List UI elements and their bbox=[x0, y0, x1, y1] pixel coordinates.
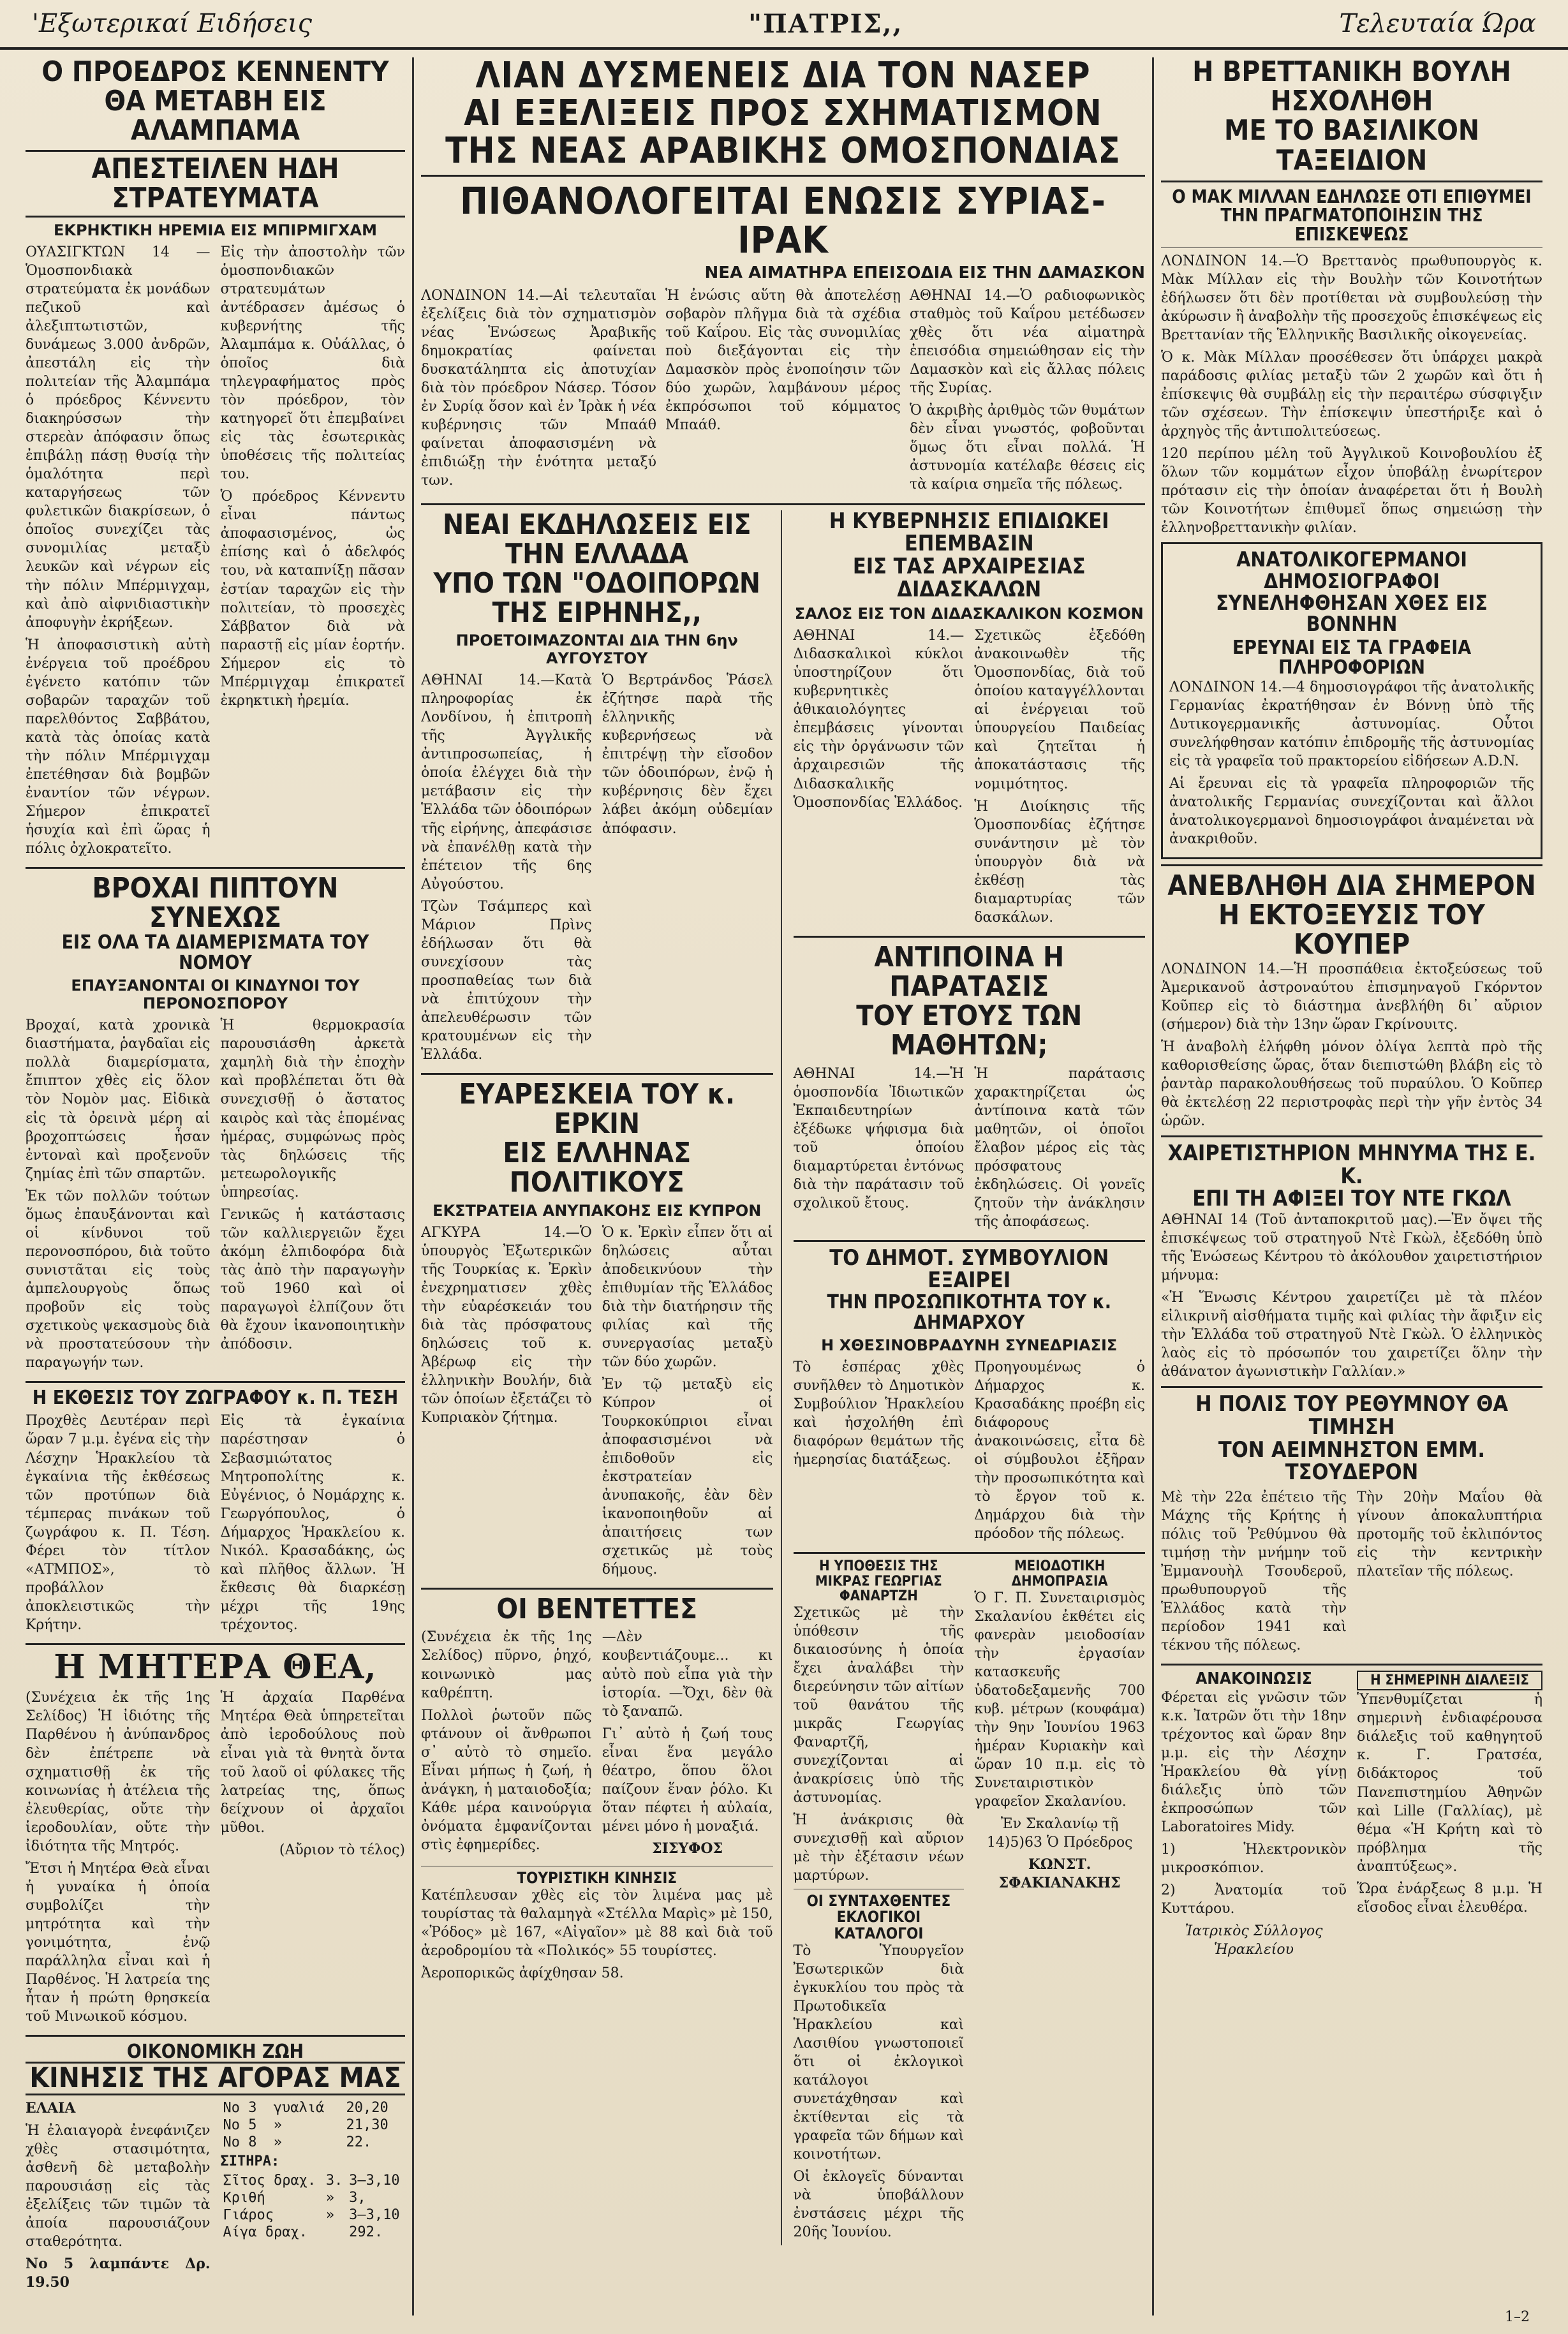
paragraph: (Συνέχεια ἐκ τῆς 1ης Σελίδος) πῦρνο, ῥηχό, κοινωνικὸ μας καθρέπτη. bbox=[421, 1629, 592, 1701]
headline: ΟΙ ΣΥΝΤΑΧΘΕΝΤΕΣ ΕΚΛΟΓΙΚΟΙ ΚΑΤΑΛΟΓΟΙ bbox=[806, 1892, 951, 1942]
headline: ΑΝΤΙΠΟΙΝΑ Η ΠΑΡΑΤΑΣΙΣ bbox=[874, 940, 1065, 1003]
paragraph: Ὁ ἀκριβὴς ἀριθμὸς τῶν θυμάτων δὲν εἶναι γνωστός, φοβοῦνται ὅμως ὅτι εἶναι πολλά. Ἡ ἀστυνομία κατέλαβε θέσεις εἰς τὰ καίρια σημεῖα τῆς πόλεως. bbox=[910, 403, 1145, 493]
paragraph: Ὁ κ. Ἐρκὶν εἶπεν ὅτι αἱ δηλώσεις αὗται ἀποδεικνύουν τὴν ἐπιθυμίαν τῆς Ἑλλάδος διὰ τὴν διατήρησιν τῆς φιλίας καὶ τῆς συνεργασίας μεταξὺ τῶν δύο χωρῶν. bbox=[602, 1224, 773, 1370]
paragraph: Ἡ ἀνάκρισις θὰ συνεχισθῇ καὶ αὔριον μὲ τὴν ἐξέτασιν νέων μαρτύρων. bbox=[793, 1812, 965, 1884]
paragraph: Ἡ ἀναβολὴ ἐλήφθη μόνον ὀλίγα λεπτὰ πρὸ τῆς καθορισθείσης ὥρας, ὅταν διεπιστώθη βλάβη εἰς τὸ ῥαντὰρ παρακολουθήσεως τοῦ πυραύλου. Ὁ Κοῦπερ θὰ ἐκτελέσῃ 22 περιστροφὰς περὶ τὴν γῆν ἐντὸς 34 ὡρῶν. bbox=[1161, 1038, 1542, 1129]
table-row: Σῖτος δραχ. 3. 3–3,10 bbox=[223, 2172, 400, 2189]
paragraph: Ὁ κ. Μὰκ Μίλλαν προσέθεσεν ὅτι ὑπάρχει μακρὰ παράδοσις φιλίας μεταξὺ τῶν 2 χωρῶν καὶ ὅτι ἡ ἐπίσκεψις θὰ συμβάλῃ εἰς τὴν περαιτέρω σύσφιγξιν τῶν σχέσεων. Τὴν ἐπίσκεψιν ὑπεστήριξε καὶ ὁ ἀρχηγὸς τῆς ἀντιπολιτεύσεως. bbox=[1161, 350, 1542, 440]
paragraph: ΛΟΝΔΙΝΟΝ 14.—Ἡ προσπάθεια ἐκτοξεύσεως τοῦ Ἀμερικανοῦ ἀστροναύτου ἐπισμηναγοῦ Γκόρντον Κοῦπερ εἰς τὸ διάστημα ἀνεβλήθη δι᾽ αὔριον (σήμερον) διὰ τὴν 13ην ὥραν Γκρίνουιτς. bbox=[1161, 961, 1542, 1033]
paragraph: 120 περίπου μέλη τοῦ Ἀγγλικοῦ Κοινοβουλίου ἐξ ὅλων τῶν κομμάτων εἶχον ὑποβάλῃ ἐνωρίτερον πρότασιν εἰς τὴν ὁποίαν ἀναφέρεται ὅτι ἡ Βουλὴ τῶν Κοινοτήτων ἐπιθυμεῖ ὅπως σημειώσῃ τὴν ἑλληνοβρεττανικὴν φιλίαν. bbox=[1161, 446, 1542, 536]
headline: ΕΙΣ ΕΛΛΗΝΑΣ ΠΟΛΙΤΙΚΟΥΣ bbox=[503, 1137, 692, 1199]
column-left bbox=[26, 57, 405, 2316]
article-british-parliament bbox=[1161, 57, 1542, 537]
paragraph: Σχετικῶς ἐξεδόθη ἀνακοινωθὲν τῆς Ὁμοσπονδίας, διὰ τοῦ ὁποίου καταγγέλλονται αἱ ἐνέργειαι τοῦ ὑπουργείου Παιδείας καὶ ζητεῖται ἡ ἀποκατάστασις τῆς νομιμότητος. bbox=[974, 628, 1145, 792]
paragraph: «Ἡ Ἕνωσις Κέντρου χαιρετίζει μὲ τὰ πλέον εἰλικρινῆ αἰσθήματα τιμῆς καὶ φιλίας τὴν ἄφιξιν εἰς τὴν Ἑλλάδα τοῦ στρατηγοῦ Ντὲ Γκὼλ. Ὁ ἐλληνικὸς λαὸς εἰς τὸ πρόσωπόν του χαιρετίζει ὅλην τὴν ἀθάνατον ἀγωνιστικὴν Γαλλίαν.» bbox=[1161, 1290, 1542, 1380]
paragraph: Ἡ ἀποφασιστικὴ αὐτὴ ἐνέργεια τοῦ προέδρου ἐγένετο κατόπιν τῶν σοβαρῶν ταραχῶν τοῦ παρελθόντος Σαββάτου, κατὰ τὰς ὁποίας κατὰ τὴν πόλιν Μπέρμιγχαμ ἐπετέθησαν διὰ βομβῶν ἐναντίον τῶν νέγρων. Σήμερον ἐπικρατεῖ ἡσυχία καὶ ἐπὶ ὥρας ἡ πόλις ὀχλοκρατεῖτο. bbox=[26, 637, 211, 857]
author-signature: Ἰατρικὸς Σύλλογος Ἡρακλείου bbox=[1185, 1923, 1323, 1958]
headline: ΘΑ ΜΕΤΑΒΗ ΕΙΣ ΑΛΑΜΠΑΜΑ bbox=[104, 85, 327, 147]
paragraph: Τὸ Ὑπουργεῖον Ἐσωτερικῶν διὰ ἐγκυκλίου του πρὸς τὰ Πρωτοδικεῖα Ἡρακλείου καὶ Λασιθίου γνωστοποιεῖ ὅτι οἱ ἐκλογικοὶ κατάλογοι συνετάχθησαν καὶ ἐκτίθενται εἰς τὰ γραφεῖα τῶν δήμων καὶ κοινοτήτων. bbox=[793, 1942, 965, 2163]
headline: ΥΠΟ ΤΩΝ "ΟΔΟΙΠΟΡΩΝ ΤΗΣ ΕΙΡΗΝΗΣ,, bbox=[433, 566, 761, 630]
page-number: 1–2 bbox=[1505, 2309, 1530, 2325]
paragraph: 1) Ἡλεκτρονικὸν μικροσκόπιον. bbox=[1161, 1841, 1347, 1876]
paragraph: Τζὼν Τσάμπερς καὶ Μάριον Πρὶνς ἐδήλωσαν ὅτι θὰ συνεχίσουν τὰς προσπαθείας των διὰ νὰ ἐπιτύχουν τὴν ἀπελευθέρωσιν τῶν κρατουμένων εἰς τὴν Ἑλλάδα. bbox=[421, 898, 592, 1063]
paragraph: ΑΘΗΝΑΙ 14 (Τοῦ ἀνταποκριτοῦ μας).—Ἐν ὄψει τῆς ἐπισκέψεως τοῦ στρατηγοῦ Ντὲ Γκὼλ, ἐξεδόθη ὑπὸ τῆς Ἑνώσεως Κέντρου τὸ ἀκόλουθον χαιρετιστήριον μήνυμα: bbox=[1161, 1211, 1542, 1284]
article-municipal-council bbox=[794, 1247, 1146, 1547]
headline: ΤΗΣ ΝΕΑΣ ΑΡΑΒΙΚΗΣ ΟΜΟΣΠΟΝΔΙΑΣ bbox=[445, 129, 1121, 172]
paragraph: Ἡ θερμοκρασία παρουσιάσθη ἀρκετὰ χαμηλὴ διὰ τὴν ἐποχὴν καὶ προβλέπεται ὅτι θὰ συνεχισθῇ ὁ ἄστατος καιρὸς καὶ τὰς ἑπομένας ἡμέρας, συμφώνως πρὸς τὰς δηλώσεις τῆς μετεωρολογικῆς ὑπηρεσίας. bbox=[220, 1017, 405, 1200]
paragraph: ΛΟΝΔΙΝΟΝ 14.—Ὁ Βρεττανὸς πρωθυπουργὸς κ. Μὰκ Μίλλαν εἰς τὴν Βουλὴν τῶν Κοινοτήτων ἐδήλωσεν ὅτι δὲν προτίθεται νὰ συμβουλεύσῃ τὴν ἀκύρωσιν ἢ ἀναβολὴν τῆς προσεχοῦς ἐπισκέψεως εἰς Βρεττανίαν τῆς Ἑλληνικῆς Βασιλικῆς οἰκογενείας. bbox=[1161, 253, 1542, 344]
masthead-section-right: Τελευταία Ώρα bbox=[1339, 9, 1536, 38]
article-tesi-exhibition bbox=[26, 1388, 405, 1638]
headline: ΕΙΣ ΟΛΑ ΤΑ ΔΙΑΜΕΡΙΣΜΑΤΑ ΤΟΥ ΝΟΜΟΥ bbox=[61, 931, 369, 974]
article-rain bbox=[26, 871, 405, 1376]
article-erkin bbox=[421, 1077, 773, 1583]
subheadline: ΕΠΑΥΞΑΝΟΝΤΑΙ ΟΙ ΚΙΝΔΥΝΟΙ ΤΟΥ ΠΕΡΟΝΟΣΠΟΡΟΥ bbox=[71, 977, 360, 1013]
headline: ΤΟΝ ΑΕΙΜΝΗΣΤΟΝ ΕΜΜ. ΤΣΟΥΔΕΡΟΝ bbox=[1218, 1437, 1486, 1486]
subheadline: ΠΡΟΕΤΟΙΜΑΖΟΝΤΑΙ ΔΙΑ ΤΗΝ 6ην ΑΥΓΟΥΣΤΟΥ bbox=[455, 632, 738, 668]
paragraph: Ὁ Βερτράνδος Ῥάσελ ἐζήτησε παρὰ τῆς ἑλληνικῆς κυβερνήσεως νὰ ἐπιτρέψῃ τὴν εἴσοδον τῶν ὁδοιπόρων, ἐνῷ ἡ κυβέρνησις δὲν ἔχει λάβει ἀκόμη οὐδεμίαν ἀπόφασιν. bbox=[602, 672, 773, 837]
headline: ΑΝΕΒΛΗΘΗ ΔΙΑ ΣΗΜΕΡΟΝ bbox=[1167, 869, 1536, 903]
article-de-gaulle bbox=[1161, 1142, 1542, 1381]
column-right bbox=[1161, 57, 1542, 2316]
paragraph: Φέρεται εἰς γνῶσιν τῶν κ.κ. Ἰατρῶν ὅτι τὴν 18ην τρέχοντος καὶ ὥραν 8ην μ.μ. εἰς τὴν Λέσχην Ἡρακλείου θὰ γίνῃ διάλεξις ὑπὸ τῶν ἐκπροσώπων τῶν Laboratoires Midy. bbox=[1161, 1689, 1347, 1835]
paragraph: ΑΘΗΝΑΙ 14.—Ἡ ὁμοσπονδία Ἰδιωτικῶν Ἐκπαιδευτηρίων ἐξέδωκε ψήφισμα διὰ τοῦ ὁποίου διαμαρτύρεται ἐντόνως διὰ τὴν παράτασιν τοῦ σχολικοῦ ἔτους. bbox=[793, 1065, 965, 1211]
paragraph: Ἐν Σκαλανίῳ τῇ 14)5)63 Ὁ Πρόεδρος bbox=[986, 1816, 1133, 1851]
paragraph: Ὥρα ἐνάρξεως 8 μ.μ. Ἡ εἴσοδος εἶναι ἐλευθέρα. bbox=[1357, 1880, 1542, 1916]
article-teachers bbox=[794, 510, 1146, 931]
paragraph: Τὴν 20ὴν Μαΐου θὰ γίνουν ἀποκαλυπτήρια προτομῆς τοῦ ἐκλιπόντος εἰς τὴν κεντρικὴν πλατεῖαν τῆς πόλεως. bbox=[1357, 1489, 1542, 1580]
article-peace-walkers bbox=[421, 510, 773, 1068]
headline: Η ΚΥΒΕΡΝΗΣΙΣ ΕΠΙΔΙΩΚΕΙ ΕΠΕΜΒΑΣΙΝ bbox=[829, 508, 1109, 557]
headline: ΕΠΙ ΤΗ ΑΦΙΞΕΙ ΤΟΥ ΝΤΕ ΓΚΩΛ bbox=[1192, 1186, 1511, 1212]
table-row: Γιάρος » 3–3,10 bbox=[223, 2206, 400, 2223]
article-farantzi bbox=[794, 1559, 965, 1885]
paragraph: ΑΘΗΝΑΙ 14.—Ὁ ραδιοφωνικὸς σταθμὸς τοῦ Καΐρου μετέδωσεν χθὲς ὅτι νέα αἱματηρὰ ἐπεισόδια σημειώθησαν εἰς τὴν Δαμασκὸν καὶ εἰς ἄλλας πόλεις τῆς Συρίας. bbox=[910, 288, 1145, 397]
table-row: Αίγα δραχ. 292. bbox=[223, 2224, 383, 2240]
headline: ΒΡΟΧΑΙ ΠΙΠΤΟΥΝ ΣΥΝΕΧΩΣ bbox=[92, 871, 339, 934]
paragraph: Ἐκ τῶν πολλῶν τούτων ὅμως ἐπαυξάνονται καὶ οἱ κίνδυνοι τοῦ περονοσπόρου, διὰ τοῦτο συνιστᾶται εἰς τοὺς ἀμπελουργοὺς ὅπως προβοῦν εἰς τοὺς σχετικοὺς ψεκασμοὺς διὰ νὰ προστατεύσουν τὴν παραγωγήν των. bbox=[26, 1188, 211, 1371]
headline: Η ΕΚΤΟΞΕΥΣΙΣ ΤΟΥ ΚΟΥΠΕΡ bbox=[1218, 899, 1485, 961]
article-kennedy bbox=[26, 57, 405, 862]
paragraph: Αἱ ἔρευναι εἰς τὰ γραφεῖα πληροφοριῶν τῆς ἀνατολικῆς Γερμανίας συνεχίζονται καὶ ἄλλοι ἀνατολικογερμανοὶ δημοσιογράφοι ἀναμένεται νὰ ἀνακριθοῦν. bbox=[1169, 775, 1534, 848]
headline: Η ΒΡΕΤΤΑΝΙΚΗ ΒΟΥΛΗ ΗΣΧΟΛΗΘΗ bbox=[1192, 57, 1511, 118]
table-row: Κριθή » 3, bbox=[223, 2189, 366, 2206]
headline: ΤΟΥΡΙΣΤΙΚΗ ΚΙΝΗΣΙΣ bbox=[517, 1868, 677, 1887]
headline: ΑΝΑΤΟΛΙΚΟΓΕΡΜΑΝΟΙ ΔΗΜΟΣΙΟΓΡΑΦΟΙ bbox=[1236, 547, 1467, 593]
paragraph: ΑΓΚΥΡΑ 14.—Ὁ ὑπουργὸς Ἐξωτερικῶν τῆς Τουρκίας κ. Ἐρκὶν ἐνεχρηματισεν χθὲς τὴν εὐαρέσκειάν του διὰ τὰς πρόσφατους δηλώσεις τοῦ κ. Ἀβέρωφ εἰς τὴν ἑλληνικὴν Βουλήν, διὰ τῶν ὁποίων ἐξετάζει τὸ Κυπριακὸν ζήτημα. bbox=[421, 1224, 592, 1426]
masthead-section-left: 'Εξωτερικαί Ειδήσεις bbox=[32, 9, 313, 38]
subheadline: ΝΕΑ ΑΙΜΑΤΗΡΑ ΕΠΕΙΣΟΔΙΑ ΕΙΣ ΤΗΝ ΔΑΜΑΣΚΟΝ bbox=[704, 263, 1145, 283]
subheadline: Ο ΜΑΚ ΜΙΛΛΑΝ ΕΔΗΛΩΣΕ ΟΤΙ ΕΠΙΘΥΜΕΙ ΤΗΝ ΠΡΑΓΜΑΤΟΠΟΙΗΣΙΝ ΤΗΣ ΕΠΙΣΚΕΨΕΩΣ bbox=[1172, 186, 1532, 245]
headline: ΠΙΘΑΝΟΛΟΓΕΙΤΑΙ ΕΝΩΣΙΣ ΣΥΡΙΑΣ-ΙΡΑΚ bbox=[460, 179, 1106, 262]
paragraph: Μὲ τὴν 22α ἐπέτειο τῆς Μάχης τῆς Κρήτης ἡ πόλις τοῦ Ῥεθύμνου θὰ τιμήσῃ τὴν μνήμην τοῦ Ἐμμανουὴλ Τσουδεροῦ, πρωθυπουργοῦ τῆς Ἑλλάδος κατὰ τὴν περίοδον 1941 καὶ τέκνου τῆς πόλεως. bbox=[1161, 1489, 1347, 1654]
paragraph: Ὁ πρόεδρος Κέννεντυ εἶναι πάντως ἀποφασισμένος, ὡς ἐπίσης καὶ ὁ ἀδελφός του, νὰ καταπνίξῃ πᾶσαν ἐστίαν ταραχῶν εἰς τὴν πολιτείαν, τὸ προσεχὲς Σάββατον διὰ νὰ παραστῇ εἰς μίαν ἑορτήν. Σήμερον εἰς τὸ Μπέρμιγχαμ ἐπικρατεῖ ἐκρηκτικὴ ἠρεμία. bbox=[220, 489, 405, 709]
subheadline: ΕΚΣΤΡΑΤΕΙΑ ΑΝΥΠΑΚΟΗΣ ΕΙΣ ΚΥΠΡΟΝ bbox=[433, 1201, 762, 1220]
article-ventettes bbox=[421, 1595, 773, 1862]
headline: ΧΑΙΡΕΤΙΣΤΗΡΙΟΝ ΜΗΝΥΜΑ ΤΗΣ Ε. Κ. bbox=[1167, 1140, 1536, 1189]
table-row: Νο 3 γυαλιά 20,20 bbox=[223, 2099, 388, 2116]
headline: ΝΕΑΙ ΕΚΔΗΛΩΣΕΙΣ ΕΙΣ ΤΗΝ ΕΛΛΑΔΑ bbox=[442, 508, 751, 570]
paragraph: 2) Ἀνατομία τοῦ Κυττάρου. bbox=[1161, 1882, 1347, 1917]
article-school-year bbox=[793, 940, 1146, 1235]
paragraph: Γι᾽ αὐτὸ ἡ ζωή τους εἶναι ἕνα μεγάλο θέατρο, ὅπου ὅλοι παίζουν ἕναν ῥόλο. Κι ὅταν πέφτει ἡ αὐλαία, μένει μόνο ἡ μοναξιά. bbox=[602, 1725, 773, 1835]
article-nasser bbox=[421, 57, 1145, 498]
section-title: ΟΙΚΟΝΟΜΙΚΗ ΖΩΗ bbox=[126, 2040, 304, 2063]
headline: ΟΙ ΒΕΝΤΕΤΤΕΣ bbox=[496, 1593, 698, 1626]
headline: Ο ΠΡΟΕΔΡΟΣ ΚΕΝΝΕΝΤΥ bbox=[41, 57, 389, 88]
article-market bbox=[26, 2042, 405, 2296]
column-center bbox=[421, 57, 1145, 2316]
subheadline: Η ΧΘΕΣΙΝΟΒΡΑΔΥΝΗ ΣΥΝΕΔΡΙΑΣΙΣ bbox=[821, 1336, 1118, 1355]
paragraph: Ἡ παράτασις χαρακτηρίζεται ὡς ἀντίποινα κατὰ τῶν μαθητῶν, οἱ ὁποῖοι ἔλαβον μέρος εἰς τὰς πρόσφατους ἐκδηλώσεις. Οἱ γονεῖς ζητοῦν τὴν ἀνάκλησιν τῆς ἀποφάσεως. bbox=[974, 1065, 1145, 1230]
headline: Η ΕΚΘΕΣΙΣ ΤΟΥ ΖΩΓΡΑΦΟΥ κ. Π. ΤΕΣΗ bbox=[32, 1386, 399, 1409]
headline: ΣΥΝΕΛΗΦΘΗΣΑΝ ΧΘΕΣ ΕΙΣ ΒΟΝΝΗΝ bbox=[1216, 590, 1488, 637]
headline: ΤΟΥ ΕΤΟΥΣ ΤΩΝ ΜΑΘΗΤΩΝ; bbox=[856, 1000, 1083, 1062]
paragraph: Ἔτσι ἡ Μητέρα Θεὰ εἶναι ἡ γυναίκα ἡ ὁποία συμβολίζει τὴν μητρότητα καὶ τὴν γονιμότητα, ἐνῷ παράλληλα εἶναι καὶ ἡ Παρθένος. Ἡ λατρεία της ἦταν ἡ πρώτη θρησκεία τοῦ Μινωικοῦ κόσμου. bbox=[26, 1860, 211, 2025]
headline: Η ΣΗΜΕΡΙΝΗ ΔΙΑΛΕΞΙΣ bbox=[1357, 1671, 1542, 1690]
headline: ΕΙΣ ΤΑΣ ΑΡΧΑΙΡΕΣΙΑΣ ΔΙΔΑΣΚΑΛΩΝ bbox=[852, 553, 1086, 602]
paragraph: ΛΟΝΔΙΝΟΝ 14.—Αἱ τελευταῖαι ἐξελίξεις διὰ τὸν σχηματισμὸν νέας Ἑνώσεως Ἀραβικῆς δημοκρατίας φαίνεται δυσκατάληπτα εἰς ἀποτυχίαν διὰ τὸν πρόεδρον Νάσερ. Τόσον ἐν Συρίᾳ ὅσον καὶ ἐν Ἰρὰκ ἡ νέα κυβέρνησις τῶν Μπαάθ φαίνεται ἀποφασισμένη νὰ ἐπιδιώξῃ τὴν ἑνότητα μεταξύ των. bbox=[421, 288, 656, 489]
headline: ΤΗΝ ΠΡΟΣΩΠΙΚΟΤΗΤΑ ΤΟΥ κ. ΔΗΜΑΡΧΟΥ bbox=[827, 1291, 1112, 1334]
paragraph: ΟΥΑΣΙΓΚΤΩΝ 14 — Ὁμοσπονδιακὰ στρατεύματα ἐκ μονάδων πεζικοῦ καὶ ἀλεξιπτωτιστῶν, δυνάμεως 3.000 ἀνδρῶν, ἀπεστάλη εἰς τὴν πολιτείαν τῆς Ἀλαμπάμα ὁ πρόεδρος Κέννεντυ διακηρύσσων τὴν στερεὰν ἀπόφασιν ὅπως ἐπιβάλῃ πάσῃ θυσίᾳ τὴν ὁμαλότητα περὶ καταργήσεως τῶν φυλετικῶν διακρίσεων, ὁ ὁποῖος συνεχίζει τὰς συνομιλίας μεταξὺ λευκῶν καὶ νέγρων εἰς τὴν πόλιν Μπέρμιγχαμ, καὶ ἀπὸ αἰφνιδιαστικὴν ἀποφυγὴν ἐκρήξεων. bbox=[26, 244, 211, 631]
author-signature: ΚΩΝΣΤ. ΣΦΑΚΙΑΝΑΚΗΣ bbox=[998, 1856, 1121, 1892]
headline: ΜΕΙΟΔΟΤΙΚΗ ΔΗΜΟΠΡΑΣΙΑ bbox=[1011, 1558, 1108, 1590]
headline: ΑΝΑΚΟΙΝΩΣΙΣ bbox=[1195, 1669, 1312, 1689]
article-electoral-lists bbox=[794, 1893, 965, 2242]
column-rule bbox=[1152, 57, 1154, 2316]
article-east-german-journalists bbox=[1161, 542, 1542, 859]
paragraph: Εἰς τὰ ἐγκαίνια παρέστησαν ὁ Σεβασμιώτατος Μητροπολίτης κ. Εὐγένιος, ὁ Νομάρχης κ. Γεωργόπουλος, ὁ Δήμαρχος Ἡρακλείου κ. Νικόλ. Κρασαδάκης, ὡς καὶ πλῆθος ἄλλων. Ἡ ἔκθεσις θὰ διαρκέσῃ μέχρι τῆς 19ης τρέχοντος. bbox=[220, 1413, 405, 1633]
paragraph: Σχετικῶς μὲ τὴν ὑπόθεσιν τῆς δικαιοσύνης ἡ ὁποία ἔχει ἀναλάβει τὴν διερεύνησιν τῶν αἰτίων τοῦ θανάτου τῆς μικρᾶς Γεωργίας Φαναρτζῆ, συνεχίζονται αἱ ἀνακρίσεις ὑπὸ τῆς ἀστυνομίας. bbox=[793, 1604, 965, 1806]
paragraph: —Δὲν κουβεντιάζουμε... κι αὐτὸ ποὺ εἶπα γιὰ τὴν ἱστορία. —Ὄχι, δὲν θὰ τὸ ξαναπῶ. bbox=[602, 1629, 773, 1720]
headline: Η ΜΗΤΕΡΑ ΘΕΑ, bbox=[54, 1647, 377, 1687]
notice-auction bbox=[974, 1559, 1145, 1893]
paragraph: ΑΘΗΝΑΙ 14.—Κατὰ πληροφορίας ἐκ Λονδίνου, ἡ ἐπιτροπὴ τῆς Ἀγγλικῆς ἀντιπροσωπείας, ἡ ὁποία ἐλέγχει διὰ τὴν μετάβασιν εἰς τὴν Ἑλλάδα τῶν ὁδοιπόρων τῆς εἰρήνης, ἀπεφάσισε νὰ ἐπανέλθῃ κατὰ τὴν ἐπέτειον τῆς 6ης Αὐγούστου. bbox=[421, 672, 592, 892]
headline: ΤΟ ΔΗΜΟΤ. ΣΥΜΒΟΥΛΙΟΝ ΕΞΑΙΡΕΙ bbox=[829, 1245, 1109, 1294]
table-row: Νο 5 » 21,30 bbox=[223, 2116, 388, 2133]
paragraph: Ἡ Διοίκησις τῆς Ὁμοσπονδίας ἐζήτησε συνάντησιν μὲ τὸν ὑπουργὸν διὰ νὰ ἐκθέσῃ τὰς διαμαρτυρίας τῶν δασκάλων. bbox=[974, 798, 1145, 926]
paragraph: Προχθὲς Δευτέραν περὶ ὥραν 7 μ.μ. ἐγένα εἰς τὴν Λέσχην Ἡρακλείου τὰ ἐγκαίνια τῆς ἐκθέσεως τῶν προτύπων διὰ τέμπερας πινάκων τοῦ ζωγράφου κ. Π. Τέση. Φέρει τὸν τίτλον «ΑΤΜΠΟΣ», τὸ προβάλλον ἀποκλειστικῶς τὴν Κρήτην. bbox=[26, 1413, 211, 1633]
article-tourism bbox=[421, 1870, 773, 1983]
paragraph: Ἡ ἐνώσις αὕτη θὰ ἀποτελέσῃ σοβαρὸν πλῆγμα διὰ τὰ σχέδια τοῦ Καΐρου. Εἰς τὰς συνομιλίας ποὺ διεξάγονται εἰς τὴν Δαμασκὸν πρὸς ἑνοποίησιν τῶν δύο χωρῶν, λαμβάνουν μέρος ἐκπρόσωποι τοῦ κόμματος Μπαάθ. bbox=[665, 288, 901, 434]
paragraph: Ὁ Γ. Π. Συνεταιρισμὸς Σκαλανίου ἐκθέτει εἰς φανερὰν μειοδοσίαν τὴν ἐργασίαν κατασκευῆς ὑδατοδεξαμενῆς 700 κυβ. μέτρων (κουφάμα) τὴν 9ην Ἰουνίου 1963 ἡμέραν Κυριακὴν καὶ ὥραν 10 π.μ. εἰς τὸ Συνεταιριστικὸν γραφεῖον Σκαλανίου. bbox=[974, 1590, 1145, 1810]
paragraph: ΑΘΗΝΑΙ 14.—Διδασκαλικοὶ κύκλοι ὑποστηρίζουν ὅτι κυβερνητικὲς ἀθικαιολόγητες ἐπεμβάσεις γίνονται εἰς τὴν ὀργάνωσιν τῶν ἀρχαιρεσιῶν τῆς Διδασκαλικῆς Ὁμοσπονδίας Ἑλλάδος. bbox=[793, 628, 965, 811]
column-rule bbox=[412, 57, 414, 2316]
subheadline: ΣΑΛΟΣ ΕΙΣ ΤΟΝ ΔΙΔΑΣΚΑΛΙΚΟΝ ΚΟΣΜΟΝ bbox=[794, 605, 1144, 623]
article-tsouderos bbox=[1161, 1393, 1542, 1658]
headline: Η ΥΠΟΘΕΣΙΣ ΤΗΣ ΜΙΚΡΑΣ ΓΕΩΡΓΙΑΣ ΦΑΝΑΡΤΖΗ bbox=[815, 1558, 942, 1604]
headline: ΕΥΑΡΕΣΚΕΙΑ ΤΟΥ κ. ΕΡΚΙΝ bbox=[459, 1077, 736, 1141]
paragraph: Εἰς τὴν ἀποστολὴν τῶν ὁμοσπονδιακῶν στρατευμάτων ἀντέδρασεν ἀμέσως ὁ κυβερνήτης τῆς Ἀλαμπάμα κ. Οὐάλλας, ὁ ὁποῖος διὰ τηλεγραφήματος πρὸς τὸν πρόεδρον, τὸν κατηγορεῖ ὅτι ἐπεμβαίνει εἰς τὰς ἐσωτερικὰς ὑποθέσεις τῆς πολιτείας του. bbox=[220, 244, 405, 483]
notice-announcement bbox=[1161, 1671, 1347, 1963]
paragraph: Γενικῶς ἡ κατάστασις τῶν καλλιεργειῶν ἔχει ἀκόμη ἐλπιδοφόρα διὰ τὰς ἀπὸ τὴν παραγωγὴν τοῦ 1960 καὶ οἱ παραγωγοὶ ἐλπίζουν ὅτι θὰ ἔχουν ἱκανοποιητικὴν ἀπόδοσιν. bbox=[220, 1206, 405, 1352]
headline: ΑΠΕΣΤΕΙΛΕΝ ΗΔΗ ΣΤΡΑΤΕΥΜΑΤΑ bbox=[26, 150, 405, 218]
price-table bbox=[221, 2099, 406, 2296]
continued-note: (Αὔριον τὸ τέλος) bbox=[279, 1842, 405, 1858]
newspaper-title: "ΠΑΤΡΙΣ,, bbox=[748, 8, 903, 39]
headline: ΚΙΝΗΣΙΣ ΤΗΣ ΑΓΟΡΑΣ ΜΑΣ bbox=[26, 2062, 405, 2095]
paragraph: ΛΟΝΔΙΝΟΝ 14.—4 δημοσιογράφοι τῆς ἀνατολικῆς Γερμανίας ἐκρατήθησαν ἐν Βόννῃ ὑπὸ τῆς Δυτικογερμανικῆς ἀστυνομίας. Οὗτοι συνελήφθησαν κατόπιν ἐπιδρομῆς τῆς ἀστυνομίας εἰς τὰ γραφεῖα τοῦ πρακτορείου εἰδήσεων A.D.N. bbox=[1169, 679, 1534, 769]
headline: ΕΡΕΥΝΑΙ ΕΙΣ ΤΑ ΓΡΑΦΕΙΑ ΠΛΗΡΟΦΟΡΙΩΝ bbox=[1232, 636, 1472, 679]
paragraph: Κατέπλευσαν χθὲς εἰς τὸν λιμένα μας μὲ τουρίστας τὰ θαλαμηγὰ «Στέλλα Μαρὶς» μὲ 150, «Ῥόδος» μὲ 167, «Αἰγαῖον» μὲ 88 καὶ διὰ τοῦ ἀεροδρομίου τὰ «Πολικός» 55 τουρίστες. bbox=[421, 1887, 773, 1960]
headline: Η ΠΟΛΙΣ ΤΟΥ ΡΕΘΥΜΝΟΥ ΘΑ ΤΙΜΗΣΗ bbox=[1195, 1391, 1509, 1440]
paragraph: Νο 5 λαμπάντε Δρ. 19.50 bbox=[26, 2255, 211, 2291]
article-cooper bbox=[1161, 871, 1542, 1130]
author-signature: ΣΙΣΥΦΟΣ bbox=[652, 1840, 723, 1857]
paragraph: Πολλοὶ ῥωτοῦν πῶς φτάνουν οἱ ἄνθρωποι σ᾽ αὐτὸ τὸ σημεῖο. Εἶναι μήπως ἡ ζωή, ἡ ἀνάγκη, ἡ ματαιοδοξία; Κάθε μέρα καινούργια ὀνόματα ἐμφανίζονται στὶς ἐφημερίδες. bbox=[421, 1707, 592, 1853]
headline: ΑΙ ΕΞΕΛΙΞΕΙΣ ΠΡΟΣ ΣΧΗΜΑΤΙΣΜΟΝ bbox=[464, 92, 1102, 134]
paragraph: Οἱ ἐκλογεῖς δύνανται νὰ ὑποβάλλουν ἐνστάσεις μέχρι τῆς 20ῆς Ἰουνίου. bbox=[793, 2169, 965, 2241]
market-label: ΕΛΑΙΑ bbox=[26, 2099, 76, 2116]
headline: ΜΕ ΤΟ ΒΑΣΙΛΙΚΟΝ ΤΑΞΕΙΔΙΟΝ bbox=[1224, 114, 1480, 177]
article-lecture bbox=[1357, 1671, 1542, 1963]
paragraph: Τὸ ἑσπέρας χθὲς συνῆλθεν τὸ Δημοτικὸν Συμβούλιον Ἡρακλείου καὶ ἠσχολήθη ἐπὶ διαφόρων θεμάτων τῆς ἡμερησίας διατάξεως. bbox=[793, 1359, 965, 1468]
headline: ΛΙΑΝ ΔΥΣΜΕΝΕΙΣ ΔΙΑ ΤΟΝ ΝΑΣΕΡ bbox=[475, 57, 1091, 96]
paragraph: Βροχαί, κατὰ χρονικὰ διαστήματα, ῥαγδαῖαι εἰς πολλὰ διαμερίσματα, ἔπιπτον χθὲς εἰς ὅλον τὸν Νομὸν μας. Εἰδικὰ εἰς τὰ ὀρεινὰ μέρη αἱ βροχοπτώσεις ἦσαν ἐντοναὶ καὶ προξενοῦν ζημίας ἐπὶ τῶν σπαρτῶν. bbox=[26, 1017, 211, 1182]
paragraph: (Συνέχεια ἐκ τῆς 1ης Σελίδος) Ἡ ἰδιότης τῆς Παρθένου ἡ ἀνύπανδρος δὲν ἐπέτρεπε νὰ σχηματισθῇ ἐκ τῆς κοινωνίας ἡ ἀτέλεια τῆς ἐλευθερίας, οὔτε τὴν ἱεροδουλίαν, οὔτε τὴν ἰδιότητα τῆς Μητρός. bbox=[26, 1690, 211, 1854]
paragraph: Προηγουμένως ὁ Δήμαρχος κ. Κρασαδάκης προέβη εἰς διάφορους ἀνακοινώσεις, εἶτα δὲ οἱ σύμβουλοι ἐξῆραν τὴν προσωπικότητα καὶ τὸ ἔργον τοῦ κ. Δημάρχου διὰ τὴν πρόοδον τῆς πόλεως. bbox=[974, 1359, 1145, 1542]
masthead bbox=[0, 0, 1568, 50]
subheadline: ΕΚΡΗΚΤΙΚΗ ΗΡΕΜΙΑ ΕΙΣ ΜΠΙΡΜΙΓΧΑΜ bbox=[53, 221, 378, 239]
table-row: Νο 8 » 22. bbox=[223, 2134, 372, 2150]
paragraph: Ἐν τῷ μεταξὺ εἰς Κύπρον οἱ Τουρκοκύπριοι εἶναι ἀποφασισμένοι νὰ ἐπιδοθοῦν εἰς ἐκστρατείαν ἀνυπακοῆς, ἐὰν δὲν ἱκανοποιηθοῦν αἱ ἀπαιτήσεις των σχετικῶς μὲ τοὺς δήμους. bbox=[602, 1376, 773, 1578]
article-mother-goddess bbox=[26, 1647, 405, 2030]
market-label: ΣΙΤΗΡΑ: bbox=[220, 2153, 280, 2169]
paragraph: Ἡ ἐλαιαγορὰ ἐνεφάνιζεν χθὲς στασιμότητα, ἀσθενῆ δὲ μεταβολὴν παρουσιάσῃ εἰς τὰς ἐξελίξεις τῶν τιμῶν τὰ ἀποία παρουσιάζουν σταθερότητα. bbox=[26, 2122, 211, 2250]
paragraph: Ὑπενθυμίζεται ἡ σημερινὴ ἐνδιαφέρουσα διάλεξις τοῦ καθηγητοῦ κ. Γ. Γρατσέα, διδάκτορος τοῦ Πανεπιστημίου Ἀθηνῶν καὶ Lille (Γαλλίας), μὲ θέμα «Ἡ Κρήτη καὶ τὸ πρόβλημα τῆς ἀναπτύξεως». bbox=[1357, 1692, 1542, 1875]
paragraph: Ἡ ἀρχαία Παρθένα Μητέρα Θεὰ ὑπηρετεῖται ἀπὸ ἱεροδούλους ποὺ εἶναι γιὰ τὰ θνητὰ ὄντα τοῦ λαοῦ οἱ φύλακες τῆς λατρείας της, ὅπως δείχνουν οἱ ἀρχαῖοι μῦθοι. bbox=[220, 1690, 405, 1836]
paragraph: Ἀεροπορικῶς ἀφίχθησαν 58. bbox=[421, 1965, 624, 1982]
